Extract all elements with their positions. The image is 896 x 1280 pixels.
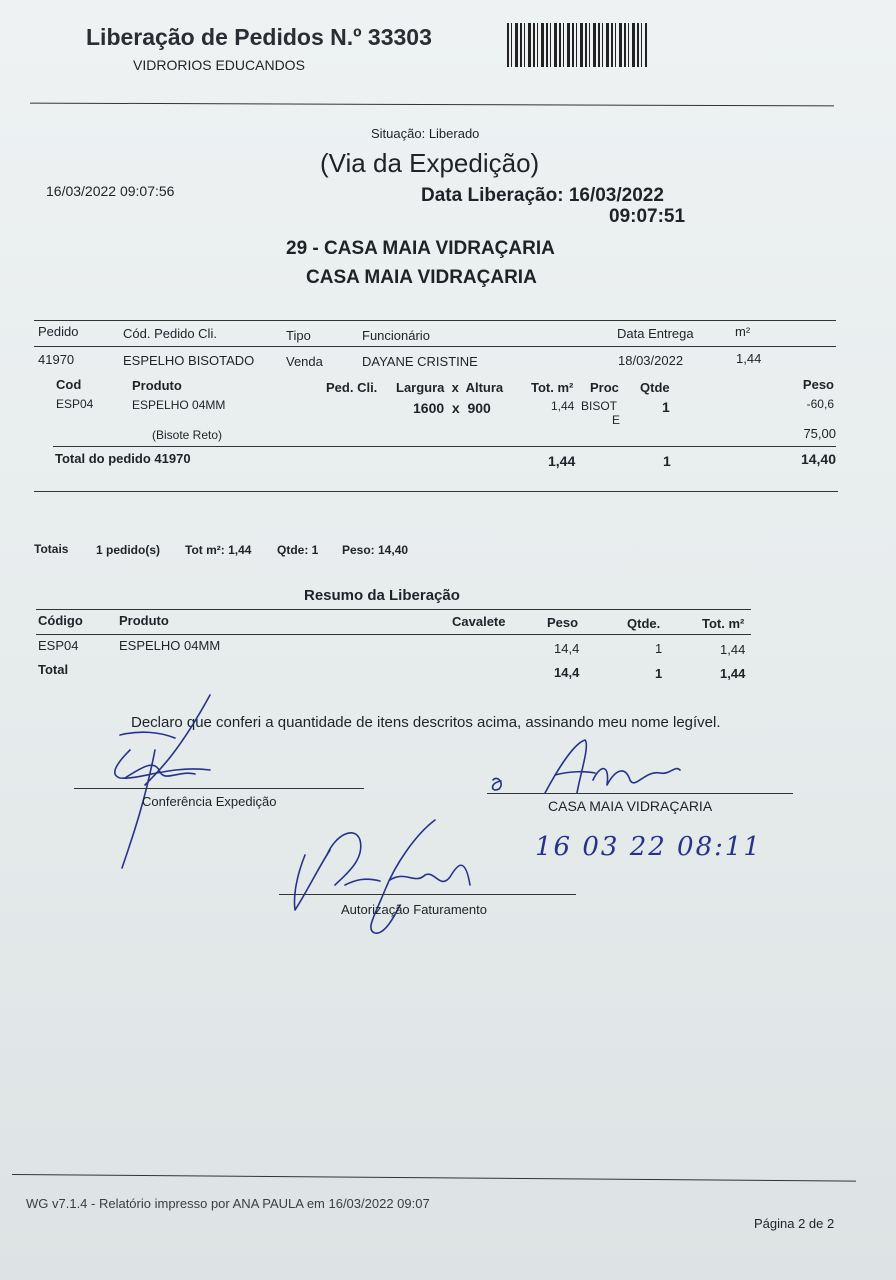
totals-qtde: Qtde: 1: [277, 543, 319, 557]
summary-total-peso: 14,4: [554, 665, 580, 680]
order-total-qtde: 1: [663, 453, 671, 469]
order-total-label: Total do pedido 41970: [55, 451, 191, 466]
company-name: VIDRORIOS EDUCANDOS: [133, 57, 305, 73]
col-cod-pedido-cli: Cód. Pedido Cli.: [123, 326, 217, 341]
item-tot-m2: 1,44: [551, 399, 575, 413]
items-col-produto: Produto: [132, 378, 182, 393]
order-total-m2: 1,44: [548, 453, 576, 469]
item-code: ESP04: [56, 397, 94, 411]
signature-conferencia: [100, 690, 230, 880]
signature-client: [485, 735, 695, 800]
summary-total-label: Total: [38, 662, 69, 677]
print-timestamp: 16/03/2022 09:07:56: [46, 183, 175, 199]
order-total-rule: [53, 446, 836, 447]
barcode-icon: [507, 23, 647, 67]
summary-total-qtde: 1: [655, 666, 663, 681]
totals-m2: Tot m²: 1,44: [185, 543, 252, 557]
summary-title: Resumo da Liberação: [304, 587, 460, 604]
conferencia-line: [74, 788, 364, 789]
header-divider: [30, 103, 834, 107]
footer-rule: [12, 1174, 856, 1182]
items-col-proc: Proc: [590, 380, 619, 395]
faturamento-label: Autorização Faturamento: [341, 902, 487, 917]
col-m2: m²: [735, 324, 751, 339]
item-proc-cont: E: [612, 413, 621, 427]
client-signature-line: [487, 793, 793, 794]
col-pedido: Pedido: [38, 324, 79, 339]
order-table-top-rule: [34, 320, 836, 321]
footer-printed-by: WG v7.1.4 - Relatório impresso por ANA PAULA em 16/03/2022 09:07: [26, 1196, 430, 1211]
order-number: 41970: [38, 352, 75, 367]
order-total-peso: 14,40: [800, 451, 836, 467]
summary-col-cavalete: Cavalete: [452, 614, 506, 629]
order-type: Venda: [286, 354, 323, 369]
items-col-qtde: Qtde: [640, 380, 670, 395]
signature-faturamento: [285, 815, 495, 940]
client-name: CASA MAIA VIDRAÇARIA: [306, 267, 537, 288]
client-signature-label: CASA MAIA VIDRAÇARIA: [548, 798, 713, 814]
footer-page-number: Página 2 de 2: [754, 1216, 835, 1231]
faturamento-line: [279, 894, 576, 895]
items-col-peso: Peso: [802, 377, 834, 392]
summary-header-rule: [36, 634, 751, 635]
client-code-name: 29 - CASA MAIA VIDRAÇARIA: [286, 238, 555, 259]
items-col-dimensions: Largura x Altura: [396, 380, 504, 395]
summary-col-produto: Produto: [119, 613, 169, 628]
summary-col-tot-m2: Tot. m²: [702, 616, 745, 631]
declaration-text: Declaro que conferi a quantidade de itens descritos acima, assinando meu nome legível.: [131, 714, 721, 731]
totals-pedidos: 1 pedido(s): [96, 543, 161, 557]
document-title: Liberação de Pedidos N.º 33303: [86, 24, 432, 50]
totals-peso: Peso: 14,40: [342, 543, 409, 557]
order-table-bottom-rule: [34, 491, 838, 492]
item-peso: -60,6: [806, 397, 834, 411]
col-tipo: Tipo: [286, 328, 311, 343]
summary-row-codigo: ESP04: [38, 638, 79, 653]
item-note-value: 75,00: [803, 426, 836, 441]
item-product: ESPELHO 04MM: [132, 398, 226, 412]
item-note: (Bisote Reto): [152, 428, 223, 442]
order-client-code: ESPELHO BISOTADO: [123, 353, 255, 368]
items-col-cod: Cod: [56, 377, 82, 392]
summary-col-codigo: Código: [38, 613, 83, 628]
summary-col-peso: Peso: [547, 615, 579, 630]
item-qtde: 1: [662, 399, 670, 415]
item-dimensions: 1600 x 900: [413, 400, 491, 416]
release-time: 09:07:51: [609, 206, 686, 227]
summary-row-peso: 14,4: [554, 641, 580, 656]
order-employee: DAYANE CRISTINE: [362, 354, 478, 369]
release-date: Data Liberação: 16/03/2022: [421, 185, 664, 206]
col-funcionario: Funcionário: [362, 328, 430, 343]
status-text: Situação: Liberado: [371, 126, 480, 141]
order-delivery-date: 18/03/2022: [618, 353, 684, 368]
summary-top-rule: [36, 609, 751, 610]
items-col-ped-cli: Ped. Cli.: [326, 380, 378, 395]
totals-label: Totais: [34, 542, 69, 556]
copy-type: (Via da Expedição): [320, 148, 540, 178]
summary-row-produto: ESPELHO 04MM: [119, 638, 221, 653]
order-header-rule: [34, 346, 836, 347]
conferencia-label: Conferência Expedição: [142, 794, 277, 809]
handwritten-date: 16 03 22 08:11: [535, 832, 762, 862]
summary-row-tot-m2: 1,44: [720, 642, 746, 657]
summary-row-qtde: 1: [655, 641, 663, 656]
summary-total-tot-m2: 1,44: [720, 666, 746, 681]
order-m2: 1,44: [736, 351, 762, 366]
items-col-tot-m2: Tot. m²: [531, 380, 574, 395]
item-proc: BISOT: [581, 399, 618, 413]
col-data-entrega: Data Entrega: [617, 326, 694, 341]
summary-col-qtde: Qtde.: [627, 616, 661, 631]
